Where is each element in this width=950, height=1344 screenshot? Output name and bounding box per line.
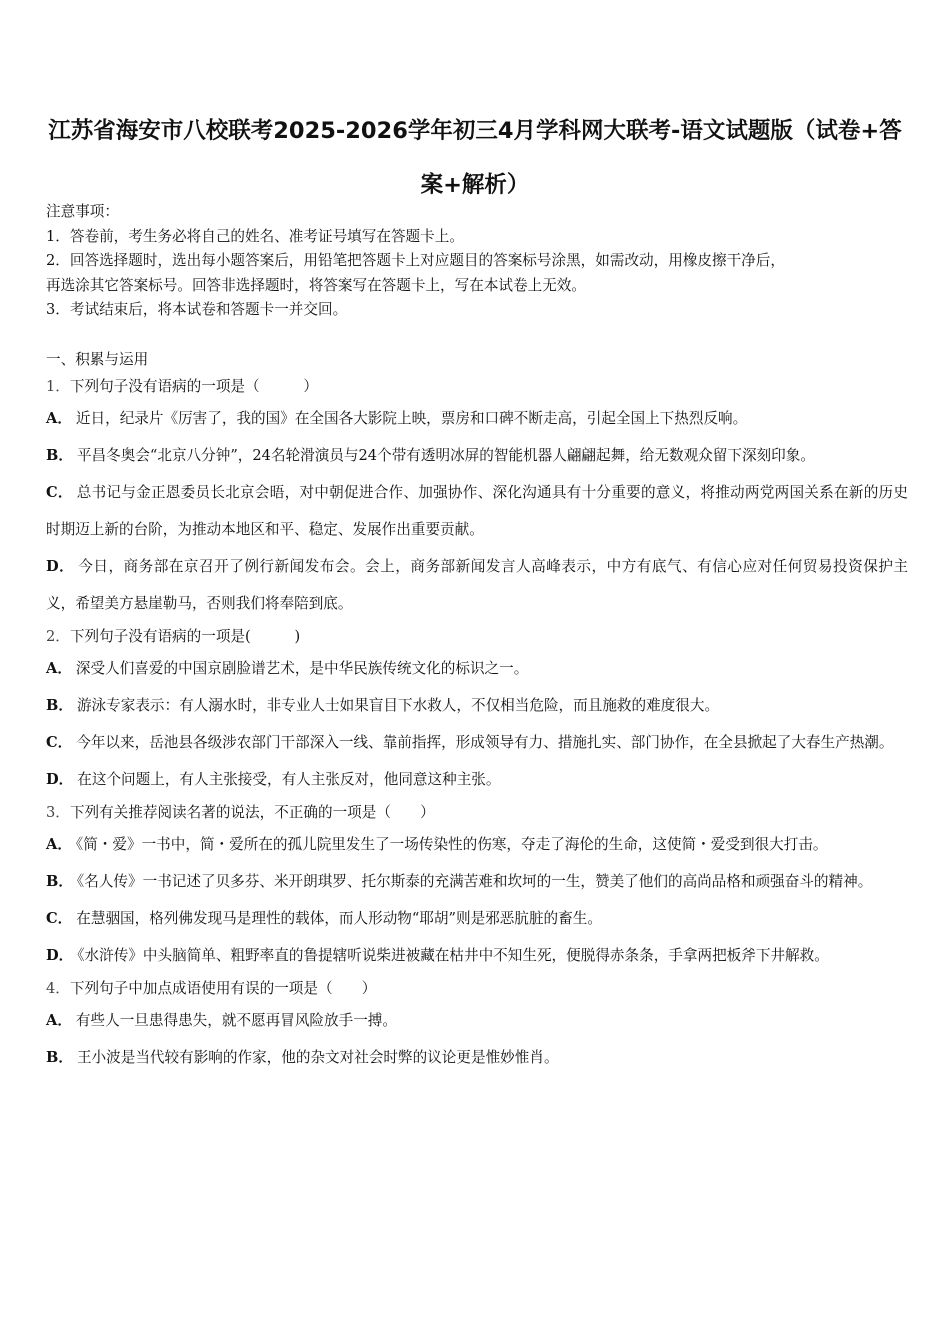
question-text: 下列句子没有语病的一项是( ) [69, 628, 301, 645]
option-text: 游泳专家表示：有人溺水时，非专业人士如果盲目下水救人，不仅相当危险，而且施救的难度很大。 [76, 697, 720, 714]
option-text: 有些人一旦患得患失，就不愿再冒风险放手一搏。 [75, 1012, 397, 1029]
option [46, 1039, 908, 1076]
option [46, 724, 908, 761]
option [46, 474, 908, 548]
option-label: B． [46, 697, 73, 714]
option-label: A． [46, 660, 72, 677]
option [46, 863, 908, 900]
option-label: B． [46, 447, 73, 464]
section-heading: 一、积累与运用 [46, 351, 149, 368]
option-text: 《水浒传》中头脑简单、粗野率直的鲁提辖听说柴进被藏在枯井中不知生死，便脱得赤条条，手拿两把板斧下井解救。 [77, 947, 829, 964]
option-text: 总书记与金正恩委员长北京会晤，对中朝促进合作、加强协作、深化沟通具有十分重要的意义，将推动两党两国关系在新的历史时期迈上新的台阶，为推动本地区和平、稳定、发展作出重要贡献。 [46, 484, 908, 538]
option-label: D． [46, 947, 74, 964]
option [46, 826, 908, 863]
option [46, 548, 908, 622]
option [46, 900, 908, 937]
option [46, 437, 908, 474]
option-label: A． [46, 836, 72, 853]
option-label: D． [46, 558, 75, 575]
option [46, 937, 908, 974]
notice-heading: 注意事项： [46, 203, 119, 220]
option-text: 《简・爱》一书中，简・爱所在的孤儿院里发生了一场传染性的伤寒，夺走了海伦的生命，这使简・爱受到很大打击。 [75, 836, 828, 853]
option-label: B． [46, 1049, 73, 1066]
option [46, 1002, 908, 1039]
option-label: C． [46, 734, 73, 751]
notice-item: 1．答卷前，考生务必将自己的姓名、准考证号填写在答题卡上。 [46, 227, 464, 245]
option-text: 《名人传》一书记述了贝多芬、米开朗琪罗、托尔斯泰的充满苦难和坎坷的一生，赞美了他们的高尚品格和顽强奋斗的精神。 [76, 873, 873, 890]
option-text: 近日，纪录片《厉害了，我的国》在全国各大影院上映，票房和口碑不断走高，引起全国上下热烈反响。 [75, 410, 748, 427]
option-label: B． [46, 873, 73, 890]
option [46, 761, 908, 798]
question-stem [46, 976, 908, 1002]
option [46, 687, 908, 724]
notice-item: 再选涂其它答案标号。回答非选择题时，将答案写在答题卡上，写在本试卷上无效。 [46, 276, 586, 294]
question-number: 2． [46, 628, 70, 645]
option [46, 650, 908, 687]
question-number: 4． [46, 980, 70, 997]
option-text: 深受人们喜爱的中国京剧脸谱艺术，是中华民族传统文化的标识之一。 [75, 660, 529, 677]
option-label: A． [46, 410, 72, 427]
option-text: 平昌冬奥会“北京八分钟”，24名轮滑演员与24个带有透明冰屏的智能机器人翩翩起舞，给无数观众留下深刻印象。 [76, 447, 815, 464]
question-number: 1． [46, 378, 70, 395]
option-label: A． [46, 1012, 72, 1029]
option-text: 今年以来，岳池县各级涉农部门干部深入一线、靠前指挥，形成领导有力、措施扎实、部门协作，在全县掀起了大春生产热潮。 [76, 734, 894, 751]
question-number: 3． [46, 804, 70, 821]
question-stem [46, 624, 908, 650]
option-label: C． [46, 910, 73, 927]
page-title: 江苏省海安市八校联考2025-2026学年初三4月学科网大联考-语文试题版（试卷+答案+解析） [48, 118, 902, 198]
question-stem [46, 374, 908, 400]
option-text: 今日，商务部在京召开了例行新闻发布会。会上，商务部新闻发言人高峰表示，中方有底气、有信心应对任何贸易投资保护主义，希望美方悬崖勒马，否则我们将奉陪到底。 [46, 558, 909, 612]
notice-block [46, 200, 906, 323]
option-text: 在这个问题上，有人主张接受，有人主张反对，他同意这种主张。 [77, 771, 501, 788]
option-text: 在慧骃国，格列佛发现马是理性的载体，而人形动物“耶胡”则是邪恶肮脏的畜生。 [76, 910, 602, 927]
option-label: D． [46, 771, 74, 788]
question-text: 下列句子没有语病的一项是（ ） [69, 378, 318, 395]
notice-item: 2．回答选择题时，选出每小题答案后，用铅笔把答题卡上对应题目的答案标号涂黑，如需改动，用橡皮擦干净后， [46, 252, 785, 269]
option-label: C． [46, 484, 73, 501]
notice-item: 3．考试结束后，将本试卷和答题卡一并交回。 [46, 301, 348, 318]
question-text: 下列句子中加点成语使用有误的一项是（ ） [69, 980, 377, 997]
question-stem [46, 800, 908, 826]
question-text: 下列有关推荐阅读名著的说法，不正确的一项是（ ） [69, 804, 435, 821]
exam-content [46, 348, 908, 1076]
option [46, 400, 908, 437]
option-text: 王小波是当代较有影响的作家，他的杂文对社会时弊的议论更是惟妙惟肖。 [76, 1049, 559, 1066]
